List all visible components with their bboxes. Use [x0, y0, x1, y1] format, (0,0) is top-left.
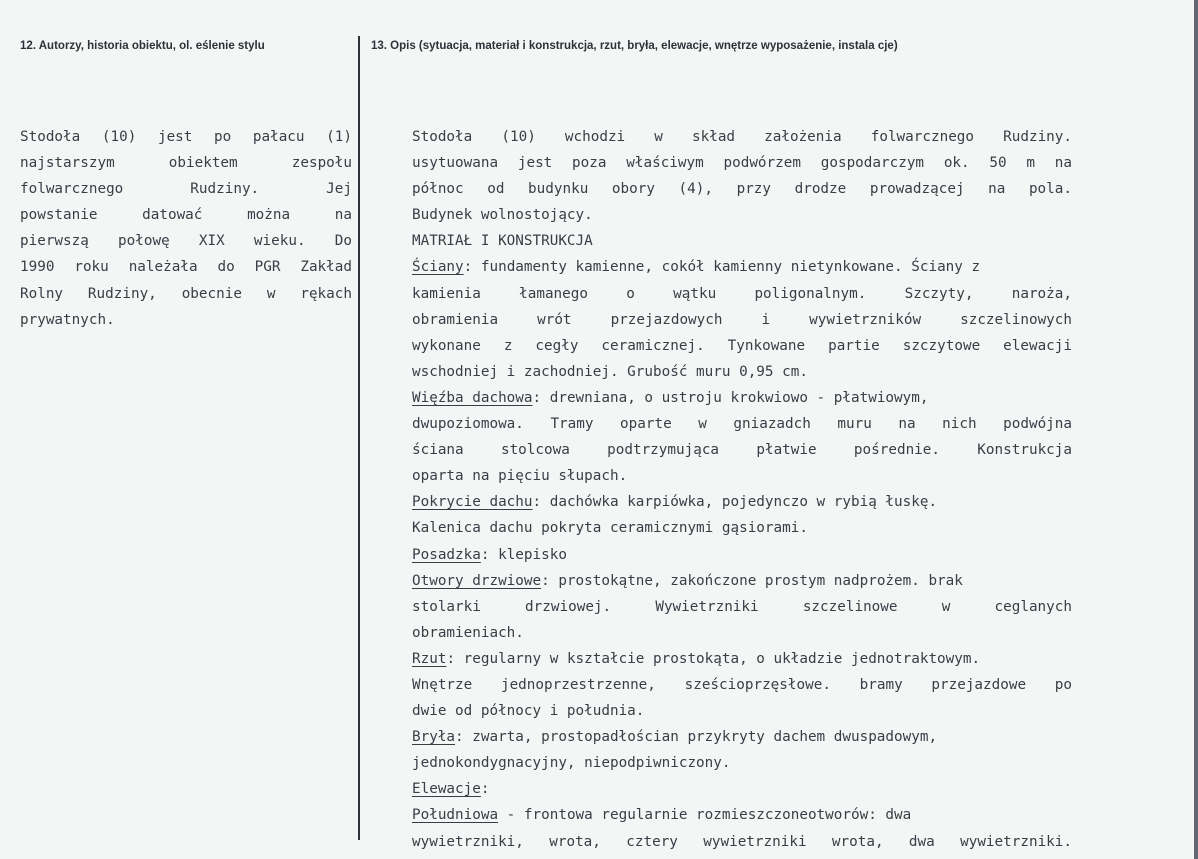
history-line: pierwszą połowę XIX wieku. Do: [20, 233, 352, 250]
history-line: Rolny Rudziny, obecnie w rękach: [20, 285, 352, 302]
description-line: wykonane z cegły ceramicznej. Tynkowane partie szczytowe elewacji: [412, 337, 1072, 354]
description-line: Rzut: regularny w kształcie prostokąta, o układzie jednotraktowym.: [412, 650, 981, 667]
description-line: kamienia łamanego o wątku poligonalnym. Szczyty, naroża,: [412, 285, 1072, 302]
subheading-massing: Bryła: [412, 729, 456, 746]
description-text: [412, 124, 1072, 855]
description-line: Otwory drzwiowe: prostokątne, zakończone prostym nadprożem. brak: [412, 572, 963, 589]
header-authors-history: 12. Autorzy, historia obiektu, ol. eślenie stylu: [20, 40, 265, 52]
header-description: 13. Opis (sytuacja, materiał i konstrukcja, rzut, bryła, elewacje, wnętrze wyposażenie, instala cje): [371, 40, 898, 52]
description-line: Bryła: zwarta, prostopadłościan przykryty dachem dwuspadowym,: [412, 729, 938, 746]
section-heading: MATRIAŁ I KONSTRUKCJA: [412, 233, 593, 250]
subheading-south: Południowa: [412, 807, 499, 824]
description-line: Kalenica dachu pokryta ceramicznymi gąsiorami.: [412, 520, 808, 537]
column-divider: [358, 36, 360, 840]
description-line: dwupoziomowa. Tramy oparte w gniazadch muru na nich podwójna: [412, 416, 1072, 433]
history-line: najstarszym obiektem zespołu: [20, 155, 352, 172]
description-line: usytuowana jest poza właściwym podwórzem gospodarczym ok. 50 m na: [412, 155, 1072, 172]
description-line: Budynek wolnostojący.: [412, 207, 593, 224]
history-line: folwarcznego Rudziny. Jej: [20, 181, 352, 198]
description-line: Południowa - frontowa regularnie rozmieszczoneotworów: dwa: [412, 807, 912, 824]
subheading-floor: Posadzka: [412, 546, 481, 563]
history-text: [20, 124, 352, 333]
description-line: obramieniach.: [412, 624, 524, 641]
page-edge: [1194, 0, 1198, 859]
subheading-door-openings: Otwory drzwiowe: [412, 572, 542, 589]
description-line: dwie od północy i południa.: [412, 703, 645, 720]
description-line: Ściany: fundamenty kamienne, cokół kamienny nietynkowane. Ściany z: [412, 259, 981, 276]
description-line: Elewacje:: [412, 781, 490, 798]
subheading-roof-truss: Więźba dachowa: [412, 389, 533, 406]
description-line: ściana stolcowa podtrzymująca płatwie pośrednie. Konstrukcja: [412, 442, 1072, 459]
description-line: Posadzka: klepisko: [412, 546, 567, 563]
history-line: powstanie datować można na: [20, 207, 352, 224]
history-line: 1990 roku należała do PGR Zakład: [20, 259, 352, 276]
description-line: Stodoła (10) wchodzi w skład założenia folwarcznego Rudziny.: [412, 129, 1072, 145]
description-line: obramienia wrót przejazdowych i wywietrzników szczelinowych: [412, 311, 1072, 328]
description-line: oparta na pięciu słupach.: [412, 468, 628, 485]
subheading-plan: Rzut: [412, 650, 447, 667]
subheading-walls: Ściany: [412, 259, 464, 276]
description-line: Pokrycie dachu: dachówka karpiówka, pojedynczo w rybią łuskę.: [412, 494, 938, 511]
subheading-elevations: Elewacje: [412, 781, 481, 798]
history-line: Stodoła (10) jest po pałacu (1): [20, 129, 352, 145]
description-line: północ od budynku obory (4), przy drodze prowadzącej na pola.: [412, 181, 1072, 198]
description-line: wywietrzniki, wrota, cztery wywietrzniki wrota, dwa wywietrzniki.: [412, 833, 1072, 850]
description-line: jednokondygnacyjny, niepodpiwniczony.: [412, 755, 731, 772]
subheading-roofing: Pokrycie dachu: [412, 494, 533, 511]
description-line: stolarki drzwiowej. Wywietrzniki szczelinowe w ceglanych: [412, 598, 1072, 615]
history-line: prywatnych.: [20, 311, 115, 328]
description-line: wschodniej i zachodniej. Grubość muru 0,95 cm.: [412, 363, 808, 380]
description-line: Wnętrze jednoprzestrzenne, sześcioprzęsłowe. bramy przejazdowe po: [412, 676, 1072, 693]
description-line: Więźba dachowa: drewniana, o ustroju krokwiowo - płatwiowym,: [412, 389, 929, 406]
